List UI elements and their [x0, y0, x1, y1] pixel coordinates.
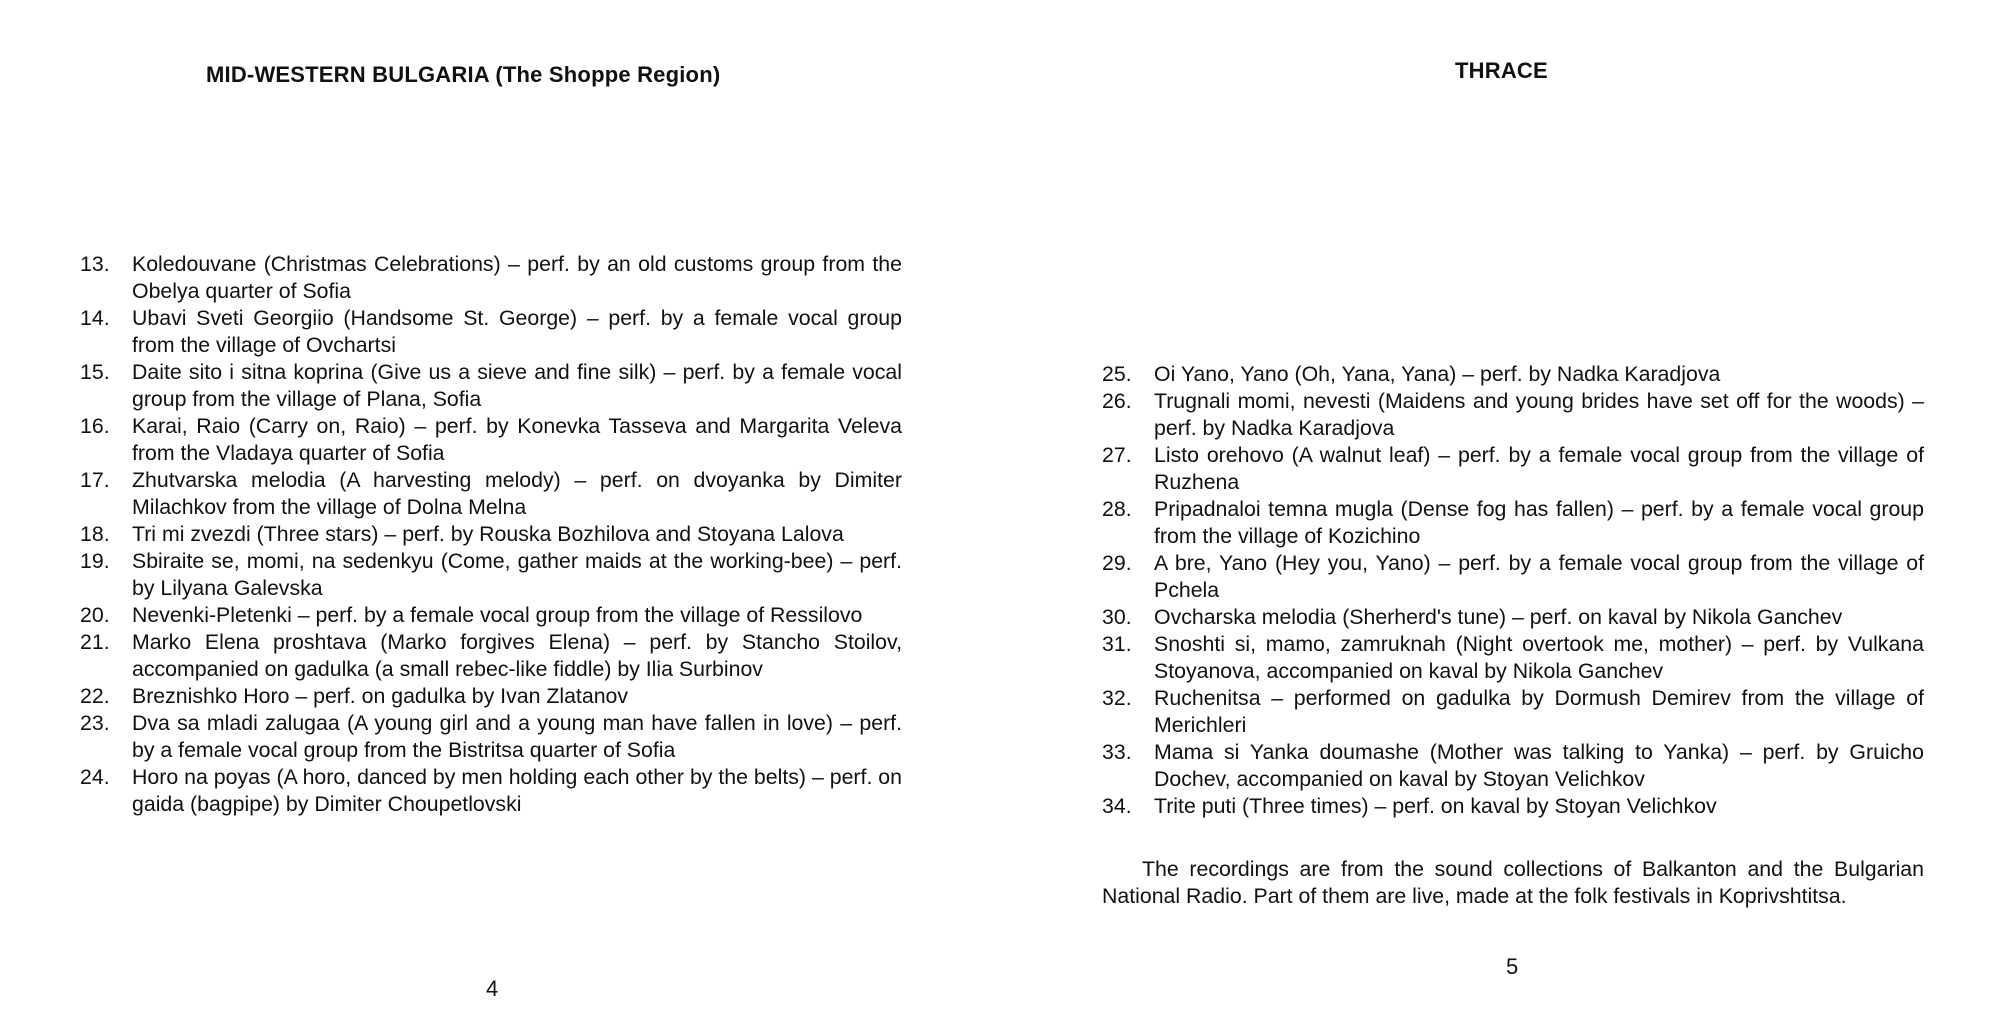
track-item: [1102, 550, 1924, 604]
track-item: [1102, 388, 1924, 442]
track-item: [80, 521, 902, 548]
track-item: [1102, 631, 1924, 685]
right-tracklist: [1102, 361, 1924, 820]
track-item: [80, 629, 902, 683]
track-description: Sbiraite se, momi, na sedenkyu (Come, gather maids at the working-bee) – perf. by Lilyana Galevska: [132, 549, 902, 600]
track-number: 34.: [1102, 794, 1132, 818]
track-item: [80, 413, 902, 467]
track-number: 14.: [80, 306, 110, 330]
left-tracklist: [80, 251, 902, 818]
track-number: 17.: [80, 468, 110, 492]
track-number: 26.: [1102, 389, 1132, 413]
track-description: Ovcharska melodia (Sherherd's tune) – perf. on kaval by Nikola Ganchev: [1154, 605, 1843, 629]
track-number: 33.: [1102, 740, 1132, 764]
track-number: 23.: [80, 711, 110, 735]
track-item: [80, 251, 902, 305]
track-description: Daite sito i sitna koprina (Give us a sieve and fine silk) – perf. by a female vocal group from the village of Plana, Sofia: [132, 360, 902, 411]
track-description: Pripadnaloi temna mugla (Dense fog has fallen) – perf. by a female vocal group from the village of Kozichino: [1154, 497, 1924, 548]
track-description: Koledouvane (Christmas Celebrations) – perf. by an old customs group from the Obelya quarter of Sofia: [132, 252, 902, 303]
track-item: [80, 548, 902, 602]
track-item: [1102, 685, 1924, 739]
track-description: Dva sa mladi zalugaa (A young girl and a young man have fallen in love) – perf. by a female vocal group from the Bistritsa quarter of Sofia: [132, 711, 902, 762]
track-item: [80, 359, 902, 413]
track-description: Ruchenitsa – performed on gadulka by Dormush Demirev from the village of Merichleri: [1154, 686, 1924, 737]
track-description: Horo na poyas (A horo, danced by men holding each other by the belts) – perf. on gaida (bagpipe) by Dimiter Choupetlovski: [132, 765, 902, 816]
track-number: 19.: [80, 549, 110, 573]
track-description: Snoshti si, mamo, zamruknah (Night overtook me, mother) – perf. by Vulkana Stoyanova, accompanied on kaval by Nikola Ganchev: [1154, 632, 1924, 683]
track-number: 20.: [80, 603, 110, 627]
recordings-note: The recordings are from the sound collections of Balkanton and the Bulgarian National Radio. Part of them are live, made at the folk festivals in Koprivshtitsa.: [1102, 857, 1924, 908]
page-number: 4: [486, 976, 499, 1001]
left-page-heading: MID-WESTERN BULGARIA (The Shoppe Region): [206, 62, 721, 87]
track-description: Trite puti (Three times) – perf. on kaval by Stoyan Velichkov: [1154, 794, 1717, 818]
track-number: 24.: [80, 765, 110, 789]
track-number: 22.: [80, 684, 110, 708]
track-item: [1102, 793, 1924, 820]
track-item: [1102, 361, 1924, 388]
track-description: Ubavi Sveti Georgiio (Handsome St. George) – perf. by a female vocal group from the village of Ovchartsi: [132, 306, 902, 357]
right-page: [1000, 0, 2000, 1026]
track-number: 31.: [1102, 632, 1132, 656]
track-description: Breznishko Horo – perf. on gadulka by Ivan Zlatanov: [132, 684, 629, 708]
track-number: 32.: [1102, 686, 1132, 710]
track-number: 29.: [1102, 551, 1132, 575]
track-item: [1102, 496, 1924, 550]
track-description: A bre, Yano (Hey you, Yano) – perf. by a female vocal group from the village of Pchela: [1154, 551, 1924, 602]
track-number: 16.: [80, 414, 110, 438]
track-description: Nevenki-Pletenki – perf. by a female vocal group from the village of Ressilovo: [132, 603, 863, 627]
track-description: Listo orehovo (A walnut leaf) – perf. by a female vocal group from the village of Ruzhena: [1154, 443, 1924, 494]
track-description: Marko Elena proshtava (Marko forgives Elena) – perf. by Stancho Stoilov, accompanied on gadulka (a small rebec-like fiddle) by Ilia Surbinov: [132, 630, 902, 681]
track-description: Mama si Yanka doumashe (Mother was talking to Yanka) – perf. by Gruicho Dochev, accompanied on kaval by Stoyan Velichkov: [1154, 740, 1924, 791]
track-number: 15.: [80, 360, 110, 384]
track-number: 13.: [80, 252, 110, 276]
page-number: 5: [1506, 954, 1519, 979]
track-description: Oi Yano, Yano (Oh, Yana, Yana) – perf. by Nadka Karadjova: [1154, 362, 1721, 386]
track-item: [80, 710, 902, 764]
track-description: Tri mi zvezdi (Three stars) – perf. by Rouska Bozhilova and Stoyana Lalova: [132, 522, 844, 546]
track-item: [80, 602, 902, 629]
track-item: [1102, 604, 1924, 631]
track-item: [80, 305, 902, 359]
track-description: Zhutvarska melodia (A harvesting melody) – perf. on dvoyanka by Dimiter Milachkov from the village of Dolna Melna: [132, 468, 902, 519]
track-number: 30.: [1102, 605, 1132, 629]
track-item: [1102, 739, 1924, 793]
track-item: [80, 467, 902, 521]
track-number: 21.: [80, 630, 110, 654]
track-number: 25.: [1102, 362, 1132, 386]
track-item: [80, 683, 902, 710]
track-number: 27.: [1102, 443, 1132, 467]
track-description: Karai, Raio (Carry on, Raio) – perf. by Konevka Tasseva and Margarita Veleva from the Vladaya quarter of Sofia: [132, 414, 902, 465]
track-description: Trugnali momi, nevesti (Maidens and young brides have set off for the woods) – perf. by Nadka Karadjova: [1154, 389, 1924, 440]
track-number: 18.: [80, 522, 110, 546]
right-page-heading: THRACE: [1455, 58, 1548, 83]
track-item: [80, 764, 902, 818]
track-item: [1102, 442, 1924, 496]
track-number: 28.: [1102, 497, 1132, 521]
